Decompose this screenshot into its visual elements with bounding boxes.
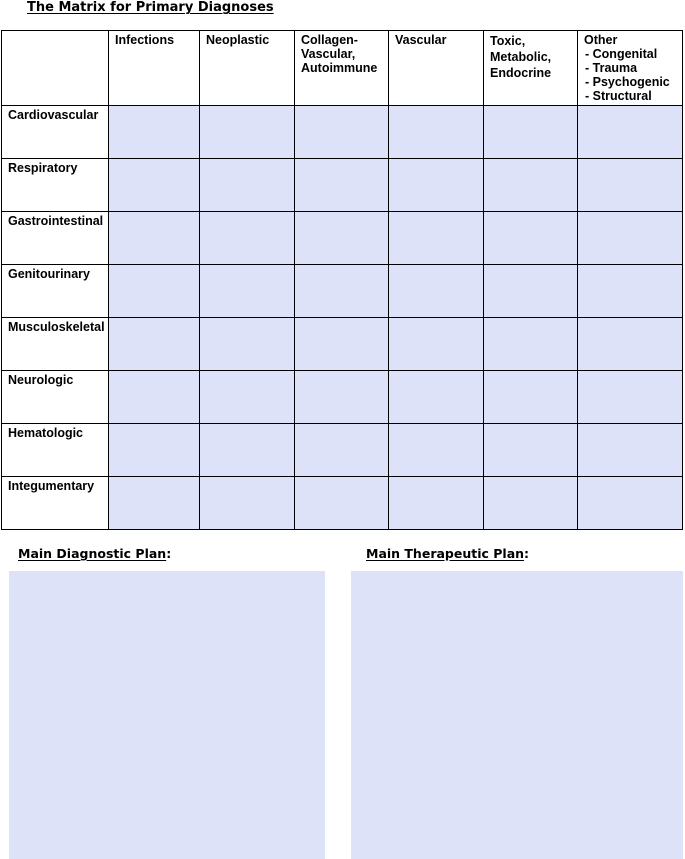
- matrix-cell[interactable]: [200, 212, 295, 265]
- matrix-cell[interactable]: [484, 212, 578, 265]
- row-header: Integumentary: [2, 477, 109, 530]
- matrix-cell[interactable]: [295, 371, 389, 424]
- matrix-cell[interactable]: [109, 212, 200, 265]
- matrix-cell[interactable]: [200, 424, 295, 477]
- matrix-cell[interactable]: [484, 159, 578, 212]
- matrix-cell[interactable]: [389, 159, 484, 212]
- row-header: Neurologic: [2, 371, 109, 424]
- matrix-cell[interactable]: [578, 212, 683, 265]
- matrix-row: [2, 159, 683, 212]
- matrix-cell[interactable]: [200, 371, 295, 424]
- therapeutic-plan-heading: [366, 546, 529, 561]
- other-item-trauma: - Trauma: [584, 61, 677, 75]
- matrix-cell[interactable]: [109, 477, 200, 530]
- matrix-cell[interactable]: [578, 106, 683, 159]
- column-header-infections: Infections: [109, 31, 200, 106]
- diagnostic-plan-field[interactable]: [9, 571, 325, 859]
- column-header-vascular: Vascular: [389, 31, 484, 106]
- matrix-row: [2, 477, 683, 530]
- matrix-body: [2, 106, 683, 530]
- other-item-structural: - Structural: [584, 89, 677, 103]
- corner-cell: [2, 31, 109, 106]
- row-header: Musculoskeletal: [2, 318, 109, 371]
- other-label: Other: [584, 33, 618, 47]
- row-header: Hematologic: [2, 424, 109, 477]
- diagnostic-plan-heading: [18, 546, 171, 561]
- matrix-row: [2, 106, 683, 159]
- other-item-psychogenic: - Psychogenic: [584, 75, 677, 89]
- diagnostic-plan-colon: :: [166, 546, 172, 561]
- row-header: Cardiovascular: [2, 106, 109, 159]
- matrix-cell[interactable]: [200, 265, 295, 318]
- matrix-cell[interactable]: [109, 424, 200, 477]
- matrix-cell[interactable]: [295, 212, 389, 265]
- matrix-cell[interactable]: [578, 159, 683, 212]
- matrix-cell[interactable]: [484, 106, 578, 159]
- row-header: Genitourinary: [2, 265, 109, 318]
- matrix-cell[interactable]: [200, 477, 295, 530]
- matrix-cell[interactable]: [484, 477, 578, 530]
- column-header-neoplastic: Neoplastic: [200, 31, 295, 106]
- matrix-cell[interactable]: [484, 265, 578, 318]
- column-header-other: [578, 31, 683, 106]
- diagnostic-plan-label: Main Diagnostic Plan: [18, 546, 167, 561]
- matrix-cell[interactable]: [389, 477, 484, 530]
- matrix-cell[interactable]: [295, 106, 389, 159]
- matrix-cell[interactable]: [484, 371, 578, 424]
- matrix-cell[interactable]: [578, 477, 683, 530]
- matrix-cell[interactable]: [109, 106, 200, 159]
- matrix-cell[interactable]: [389, 212, 484, 265]
- matrix-cell[interactable]: [484, 318, 578, 371]
- matrix-header-row: [2, 31, 683, 106]
- column-header-collagen-vascular: Collagen-Vascular, Autoimmune: [295, 31, 389, 106]
- row-header: Respiratory: [2, 159, 109, 212]
- matrix-cell[interactable]: [484, 424, 578, 477]
- matrix-cell[interactable]: [109, 371, 200, 424]
- column-header-toxic-metabolic: Toxic, Metabolic, Endocrine: [484, 31, 578, 106]
- matrix-cell[interactable]: [389, 424, 484, 477]
- page-title: The Matrix for Primary Diagnoses: [27, 0, 274, 15]
- matrix-cell[interactable]: [200, 106, 295, 159]
- row-header: Gastrointestinal: [2, 212, 109, 265]
- other-list: [584, 47, 677, 103]
- matrix-row: [2, 212, 683, 265]
- matrix-row: [2, 318, 683, 371]
- matrix-cell[interactable]: [295, 318, 389, 371]
- matrix-cell[interactable]: [295, 477, 389, 530]
- matrix-cell[interactable]: [578, 265, 683, 318]
- therapeutic-plan-field[interactable]: [351, 571, 683, 859]
- matrix-cell[interactable]: [389, 265, 484, 318]
- matrix-cell[interactable]: [389, 371, 484, 424]
- therapeutic-plan-label: Main Therapeutic Plan: [366, 546, 525, 561]
- matrix-cell[interactable]: [578, 318, 683, 371]
- matrix-row: [2, 424, 683, 477]
- matrix-cell[interactable]: [109, 265, 200, 318]
- matrix-cell[interactable]: [389, 106, 484, 159]
- matrix-cell[interactable]: [578, 371, 683, 424]
- therapeutic-plan-colon: :: [524, 546, 530, 561]
- diagnosis-matrix: [1, 30, 683, 530]
- matrix-cell[interactable]: [295, 265, 389, 318]
- matrix-cell[interactable]: [109, 318, 200, 371]
- matrix-cell[interactable]: [389, 318, 484, 371]
- matrix-row: [2, 371, 683, 424]
- matrix-cell[interactable]: [200, 318, 295, 371]
- matrix-cell[interactable]: [295, 424, 389, 477]
- matrix-cell[interactable]: [200, 159, 295, 212]
- matrix-row: [2, 265, 683, 318]
- matrix-cell[interactable]: [578, 424, 683, 477]
- matrix-cell[interactable]: [295, 159, 389, 212]
- matrix-cell[interactable]: [109, 159, 200, 212]
- other-item-congenital: - Congenital: [584, 47, 677, 61]
